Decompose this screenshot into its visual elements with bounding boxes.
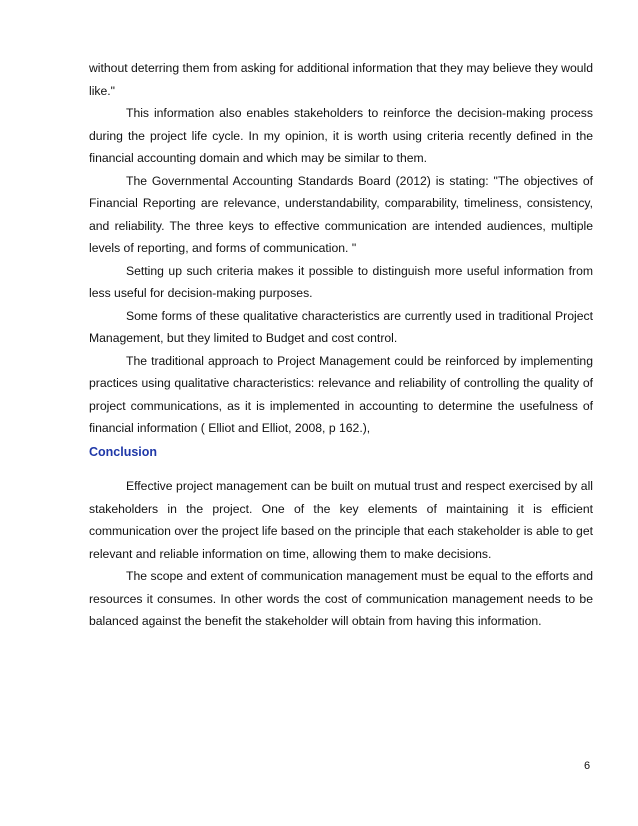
paragraph: without deterring them from asking for additional information that they may believe they would like.": [89, 61, 594, 98]
paragraph: The scope and extent of communication management must be equal to the efforts and resources it consumes. In other words the cost of communication management needs to be balanced against the benefit the stakeholder will obtain from having this information.: [89, 569, 593, 628]
paragraph: Effective project management can be built on mutual trust and respect exercised by all stakeholders in the project. One of the key elements of maintaining it is efficient communication over the project life based on the principle that each stakeholder is able to get relevant and reliable information on time, allowing them to make decisions.: [89, 479, 593, 561]
paragraph: The Governmental Accounting Standards Board (2012) is stating: "The objectives of Financial Reporting are relevance, understandability, comparability, timeliness, consistency, and reliability. The three keys to effective communication are intended audiences, multiple levels of reporting, and forms of communication. ": [89, 173, 593, 255]
body-text-top: [89, 57, 593, 440]
body-text-conclusion: [89, 475, 593, 633]
paragraph: Some forms of these qualitative characteristics are currently used in traditional Project Management, but they limited to Budget and cost control.: [89, 308, 593, 345]
paragraph: The traditional approach to Project Management could be reinforced by implementing practices using qualitative characteristics: relevance and reliability of controlling the quality of project communications, as it is implemented in accounting to determine the usefulness of financial information ( Elliot and Elliot, 2008, p 162.),: [89, 353, 593, 435]
paragraph: Setting up such criteria makes it possible to distinguish more useful information from less useful for decision-making purposes.: [89, 263, 593, 300]
conclusion-heading: Conclusion: [89, 445, 158, 459]
page-number: 6: [584, 760, 591, 772]
paragraph: This information also enables stakeholders to reinforce the decision-making process during the project life cycle. In my opinion, it is worth using criteria recently defined in the financial accounting domain and which may be similar to them.: [89, 106, 593, 165]
